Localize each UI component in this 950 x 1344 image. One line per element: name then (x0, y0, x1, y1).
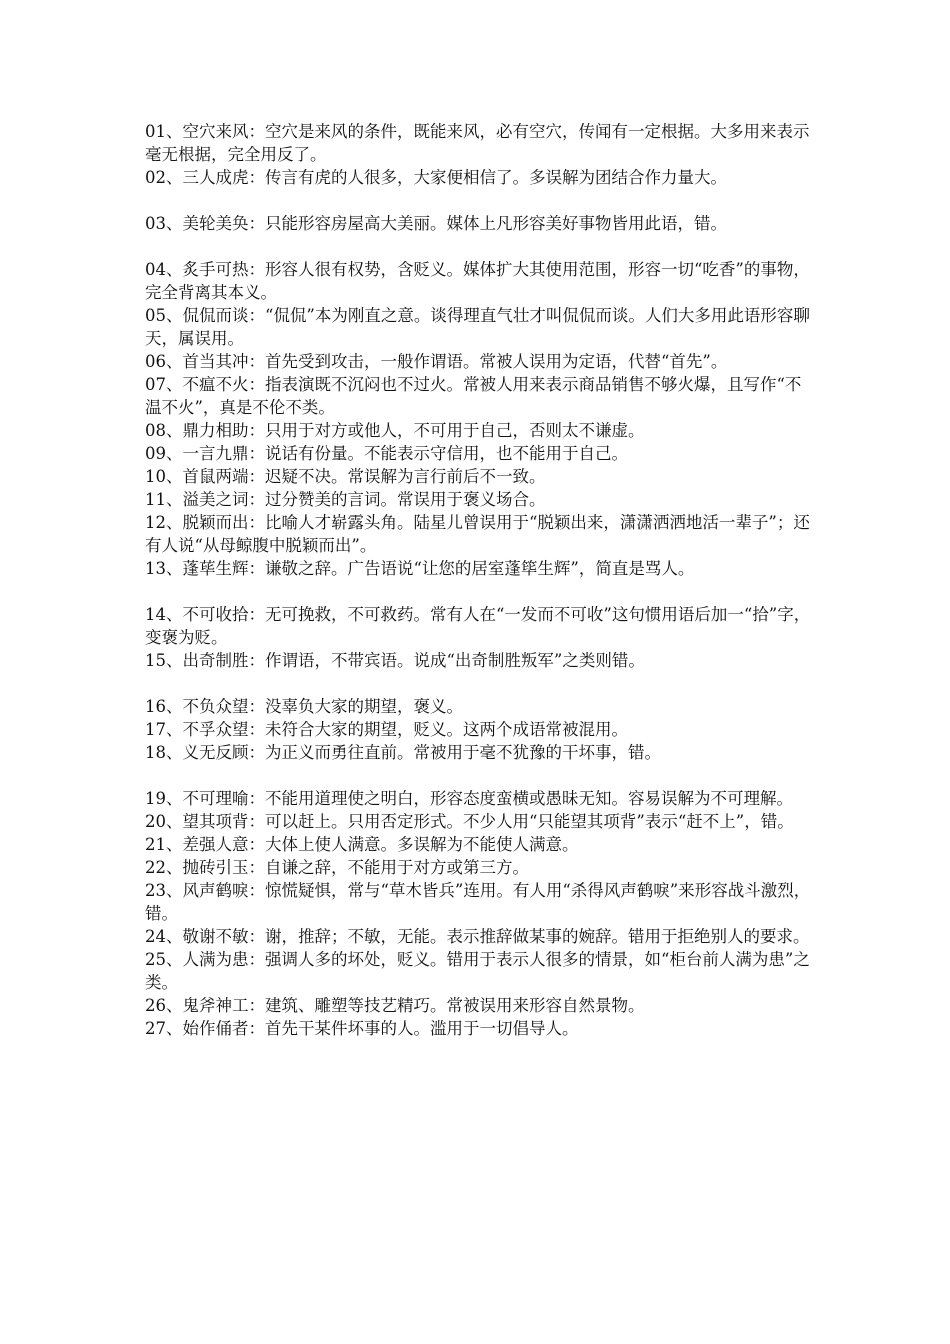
entry-term: 蓬荜生辉 (182, 559, 249, 578)
entry-term: 人满为患 (182, 950, 249, 969)
colon: ： (248, 260, 265, 279)
entry-term: 敬谢不敏 (182, 927, 249, 946)
separator: 、 (166, 835, 183, 854)
separator: 、 (166, 605, 183, 624)
entry-number: 22 (145, 858, 166, 877)
list-item (145, 810, 815, 833)
entry-number: 07 (145, 375, 166, 394)
list-item (145, 557, 815, 580)
entry-description: 只用于对方或他人，不可用于自己，否则太不谦虚。 (265, 421, 645, 440)
separator: 、 (166, 168, 183, 187)
separator: 、 (166, 513, 183, 532)
list-item (145, 419, 815, 442)
entry-description: 形容人很有权势，含贬义。媒体扩大其使用范围，形容一切“吃香”的事物，完全背离其本义。 (145, 260, 810, 302)
entry-number: 15 (145, 651, 166, 670)
colon: ： (248, 306, 265, 325)
entry-term: 鬼斧神工 (182, 996, 249, 1015)
list-item (145, 166, 815, 189)
separator: 、 (166, 490, 183, 509)
entry-term: 不可收拾 (182, 605, 249, 624)
entry-description: 建筑、雕塑等技艺精巧。常被误用来形容自然景物。 (265, 996, 645, 1015)
entry-term: 炙手可热 (182, 260, 249, 279)
entry-number: 06 (145, 352, 166, 371)
separator: 、 (166, 858, 183, 877)
entry-description: “侃侃”本为刚直之意。谈得理直气壮才叫侃侃而谈。人们大多用此语形容聊天，属误用。 (145, 306, 810, 348)
entry-description: 无可挽救，不可救药。常有人在“一发而不可收”这句惯用语后加一“拾”字，变褒为贬。 (145, 605, 811, 647)
entry-term: 不瘟不火 (182, 375, 249, 394)
entry-description: 说话有份量。不能表示守信用，也不能用于自己。 (265, 444, 628, 463)
entry-number: 27 (145, 1019, 166, 1038)
separator: 、 (166, 467, 183, 486)
colon: ： (248, 812, 265, 831)
list-item (145, 212, 815, 235)
list-item (145, 948, 815, 994)
colon: ： (248, 1019, 265, 1038)
separator: 、 (166, 444, 183, 463)
entry-term: 空穴来风 (182, 122, 249, 141)
separator: 、 (166, 881, 183, 900)
entry-number: 03 (145, 214, 166, 233)
entry-number: 18 (145, 743, 166, 762)
entry-description: 空穴是来风的条件，既能来风，必有空穴，传闻有一定根据。大多用来表示毫无根据，完全用反了。 (145, 122, 810, 164)
list-item (145, 373, 815, 419)
entry-description: 谢，推辞；不敏，无能。表示推辞做某事的婉辞。错用于拒绝别人的要求。 (265, 927, 810, 946)
separator: 、 (166, 927, 183, 946)
separator: 、 (166, 559, 183, 578)
colon: ： (248, 352, 265, 371)
entry-number: 12 (145, 513, 166, 532)
entry-term: 不可理喻 (182, 789, 249, 808)
entry-term: 侃侃而谈 (182, 306, 249, 325)
colon: ： (248, 421, 265, 440)
entry-description: 比喻人才崭露头角。陆星儿曾误用于“脱颖出来，潇潇洒洒地活一辈子”；还有人说“从母鲸腹中脱颖而出”。 (145, 513, 810, 555)
entry-number: 19 (145, 789, 166, 808)
entry-term: 风声鹤唳 (182, 881, 249, 900)
separator: 、 (166, 743, 183, 762)
list-item (145, 603, 815, 649)
colon: ： (248, 881, 265, 900)
entry-term: 首鼠两端 (182, 467, 249, 486)
entry-number: 01 (145, 122, 166, 141)
colon: ： (248, 720, 265, 739)
entry-term: 义无反顾 (182, 743, 249, 762)
separator: 、 (166, 214, 183, 233)
separator: 、 (166, 421, 183, 440)
entry-term: 鼎力相助 (182, 421, 249, 440)
colon: ： (248, 835, 265, 854)
entry-term: 望其项背 (182, 812, 249, 831)
entry-number: 10 (145, 467, 166, 486)
colon: ： (248, 122, 265, 141)
entry-description: 没辜负大家的期望，褒义。 (265, 697, 463, 716)
entry-term: 三人成虎 (182, 168, 249, 187)
entry-term: 脱颖而出 (182, 513, 249, 532)
separator: 、 (166, 122, 183, 141)
entry-number: 20 (145, 812, 166, 831)
colon: ： (248, 927, 265, 946)
separator: 、 (166, 950, 183, 969)
colon: ： (248, 697, 265, 716)
list-item (145, 465, 815, 488)
colon: ： (248, 490, 265, 509)
entry-term: 差强人意 (182, 835, 249, 854)
colon: ： (248, 858, 265, 877)
entry-description: 谦敬之辞。广告语说“让您的居室蓬筚生辉”，简直是骂人。 (265, 559, 695, 578)
entry-number: 23 (145, 881, 166, 900)
colon: ： (248, 168, 265, 187)
entry-number: 25 (145, 950, 166, 969)
entry-description: 迟疑不决。常误解为言行前后不一致。 (265, 467, 546, 486)
entry-number: 08 (145, 421, 166, 440)
separator: 、 (166, 789, 183, 808)
entry-description: 首先受到攻击，一般作谓语。常被人误用为定语，代替“首先”。 (265, 352, 728, 371)
separator: 、 (166, 996, 183, 1015)
entry-term: 一言九鼎 (182, 444, 249, 463)
entry-number: 24 (145, 927, 166, 946)
list-item (145, 695, 815, 718)
list-item (145, 856, 815, 879)
separator: 、 (166, 375, 183, 394)
separator: 、 (166, 260, 183, 279)
entry-term: 首当其冲 (182, 352, 249, 371)
list-item (145, 741, 815, 764)
entry-description: 为正义而勇往直前。常被用于毫不犹豫的干坏事，错。 (265, 743, 661, 762)
colon: ： (248, 651, 265, 670)
entry-description: 传言有虎的人很多，大家便相信了。多误解为团结合作力量大。 (265, 168, 727, 187)
colon: ： (248, 605, 265, 624)
entry-term: 溢美之词 (182, 490, 249, 509)
entry-number: 02 (145, 168, 166, 187)
separator: 、 (166, 352, 183, 371)
separator: 、 (166, 1019, 183, 1038)
separator: 、 (166, 306, 183, 325)
entry-description: 只能形容房屋高大美丽。媒体上凡形容美好事物皆用此语，错。 (265, 214, 727, 233)
separator: 、 (166, 651, 183, 670)
separator: 、 (166, 697, 183, 716)
entry-number: 11 (145, 490, 166, 509)
entry-term: 始作俑者 (182, 1019, 249, 1038)
list-item (145, 350, 815, 373)
list-item (145, 258, 815, 304)
colon: ： (248, 950, 265, 969)
colon: ： (248, 375, 265, 394)
entry-number: 17 (145, 720, 166, 739)
list-item (145, 442, 815, 465)
list-item (145, 120, 815, 166)
entry-term: 不孚众望 (182, 720, 249, 739)
list-item (145, 879, 815, 925)
list-item (145, 488, 815, 511)
list-item (145, 787, 815, 810)
entry-number: 26 (145, 996, 166, 1015)
colon: ： (248, 444, 265, 463)
colon: ： (248, 559, 265, 578)
entry-description: 不能用道理使之明白，形容态度蛮横或愚昧无知。容易误解为不可理解。 (265, 789, 793, 808)
entry-description: 未符合大家的期望，贬义。这两个成语常被混用。 (265, 720, 628, 739)
colon: ： (248, 996, 265, 1015)
entry-term: 不负众望 (182, 697, 249, 716)
separator: 、 (166, 720, 183, 739)
colon: ： (248, 467, 265, 486)
idiom-list (145, 120, 815, 1040)
list-item (145, 833, 815, 856)
entry-number: 04 (145, 260, 166, 279)
list-item (145, 649, 815, 672)
separator: 、 (166, 812, 183, 831)
entry-description: 作谓语，不带宾语。说成“出奇制胜叛军”之类则错。 (265, 651, 645, 670)
entry-number: 13 (145, 559, 166, 578)
entry-term: 抛砖引玉 (182, 858, 249, 877)
entry-term: 出奇制胜 (182, 651, 249, 670)
entry-number: 09 (145, 444, 166, 463)
entry-description: 指表演既不沉闷也不过火。常被人用来表示商品销售不够火爆，且写作“不温不火”，真是不伦不类。 (145, 375, 802, 417)
entry-number: 21 (145, 835, 166, 854)
entry-description: 强调人多的坏处，贬义。错用于表示人很多的情景，如“柜台前人满为患”之类。 (145, 950, 810, 992)
colon: ： (248, 743, 265, 762)
entry-description: 大体上使人满意。多误解为不能使人满意。 (265, 835, 579, 854)
entry-term: 美轮美奂 (182, 214, 249, 233)
list-item (145, 511, 815, 557)
list-item (145, 304, 815, 350)
entry-description: 惊慌疑惧，常与“草木皆兵”连用。有人用“杀得风声鹤唳”来形容战斗激烈，错。 (145, 881, 811, 923)
entry-description: 过分赞美的言词。常误用于褒义场合。 (265, 490, 546, 509)
entry-description: 自谦之辞，不能用于对方或第三方。 (265, 858, 529, 877)
list-item (145, 718, 815, 741)
colon: ： (248, 214, 265, 233)
list-item (145, 925, 815, 948)
entry-number: 16 (145, 697, 166, 716)
entry-number: 05 (145, 306, 166, 325)
entry-number: 14 (145, 605, 166, 624)
entry-description: 可以赶上。只用否定形式。不少人用“只能望其项背”表示“赶不上”，错。 (265, 812, 794, 831)
colon: ： (248, 513, 265, 532)
colon: ： (248, 789, 265, 808)
entry-description: 首先干某件坏事的人。滥用于一切倡导人。 (265, 1019, 579, 1038)
list-item (145, 1017, 815, 1040)
list-item (145, 994, 815, 1017)
